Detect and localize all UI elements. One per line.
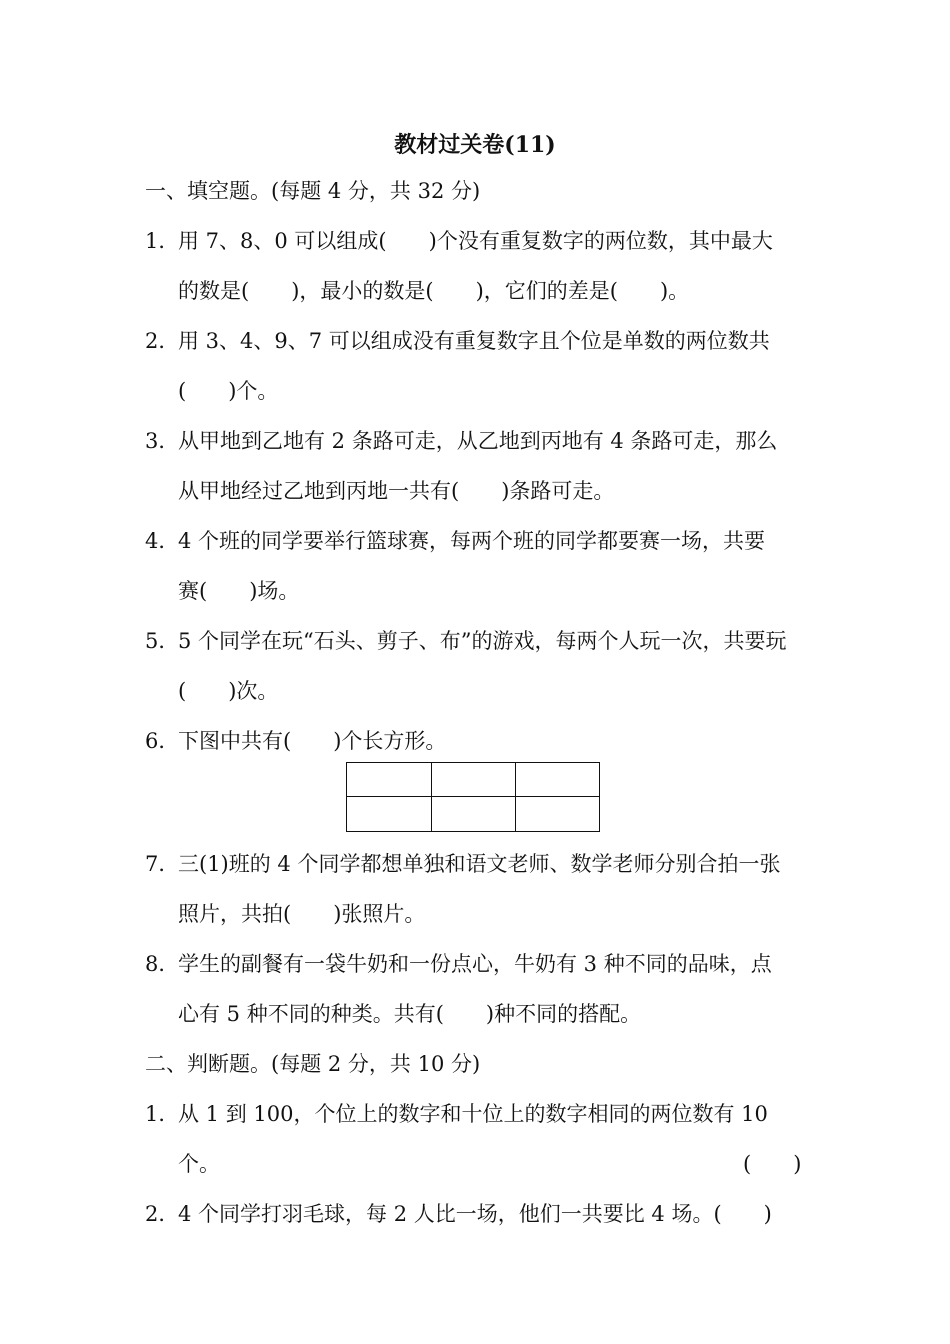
grid-divider [515,763,516,831]
question-1-5-cont: ( )次。 [178,679,279,703]
question-1-3-cont: 从甲地经过乙地到丙地一共有( )条路可走。 [178,479,615,503]
question-number: 8． [145,952,180,976]
question-1-1-cont: 的数是( )，最小的数是( )，它们的差是( )。 [178,279,690,303]
question-1-8-cont: 心有 5 种不同的种类。共有( )种不同的搭配。 [178,1002,642,1026]
grid-divider [347,796,599,797]
question-number: 2． [145,1202,180,1226]
question-1-1 [145,227,773,255]
question-text: 从甲地到乙地有 2 条路可走，从乙地到丙地有 4 条路可走，那么 [178,429,778,453]
question-text: 用 7、8、0 可以组成( )个没有重复数字的两位数，其中最大 [178,229,773,253]
question-1-3 [145,427,777,455]
question-1-6 [145,727,446,755]
question-text: 用 3、4、9、7 可以组成没有重复数字且个位是单数的两位数共 [178,329,770,353]
question-text: 5 个同学在玩“石头、剪子、布”的游戏，每两个人玩一次，共要玩 [178,629,787,653]
question-1-4 [145,527,765,555]
question-text: 下图中共有( )个长方形。 [178,729,447,753]
page-title: 教材过关卷(11) [394,132,556,158]
answer-blank: ( ) [743,1152,802,1176]
section1-heading: 一、填空题。(每题 4 分，共 32 分) [145,179,481,203]
question-2-1-cont: 个。 [178,1152,220,1176]
question-2-1 [145,1100,768,1128]
question-number: 6． [145,729,180,753]
question-1-4-cont: 赛( )场。 [178,579,300,603]
question-number: 5． [145,629,180,653]
question-1-2 [145,327,770,355]
question-text: 4 个班的同学要举行篮球赛，每两个班的同学都要赛一场，共要 [178,529,766,553]
question-2-2 [145,1200,772,1228]
question-number: 2． [145,329,180,353]
question-number: 3． [145,429,180,453]
question-text: 4 个同学打羽毛球，每 2 人比一场，他们一共要比 4 场。( ) [178,1202,772,1226]
question-text: 三(1)班的 4 个同学都想单独和语文老师、数学老师分别合拍一张 [178,852,781,876]
question-text: 学生的副餐有一袋牛奶和一份点心，牛奶有 3 种不同的品味，点 [178,952,772,976]
question-text: 从 1 到 100，个位上的数字和十位上的数字相同的两位数有 10 [178,1102,768,1126]
section2-heading: 二、判断题。(每题 2 分，共 10 分) [145,1052,481,1076]
question-1-5 [145,627,787,655]
question-1-2-cont: ( )个。 [178,379,279,403]
question-number: 7． [145,852,180,876]
question-1-7-cont: 照片，共拍( )张照片。 [178,902,426,926]
question-1-7 [145,850,780,878]
rectangle-figure [346,762,600,832]
question-1-8 [145,950,772,978]
grid-divider [431,763,432,831]
question-number: 1． [145,1102,180,1126]
question-number: 1． [145,229,180,253]
question-number: 4． [145,529,180,553]
